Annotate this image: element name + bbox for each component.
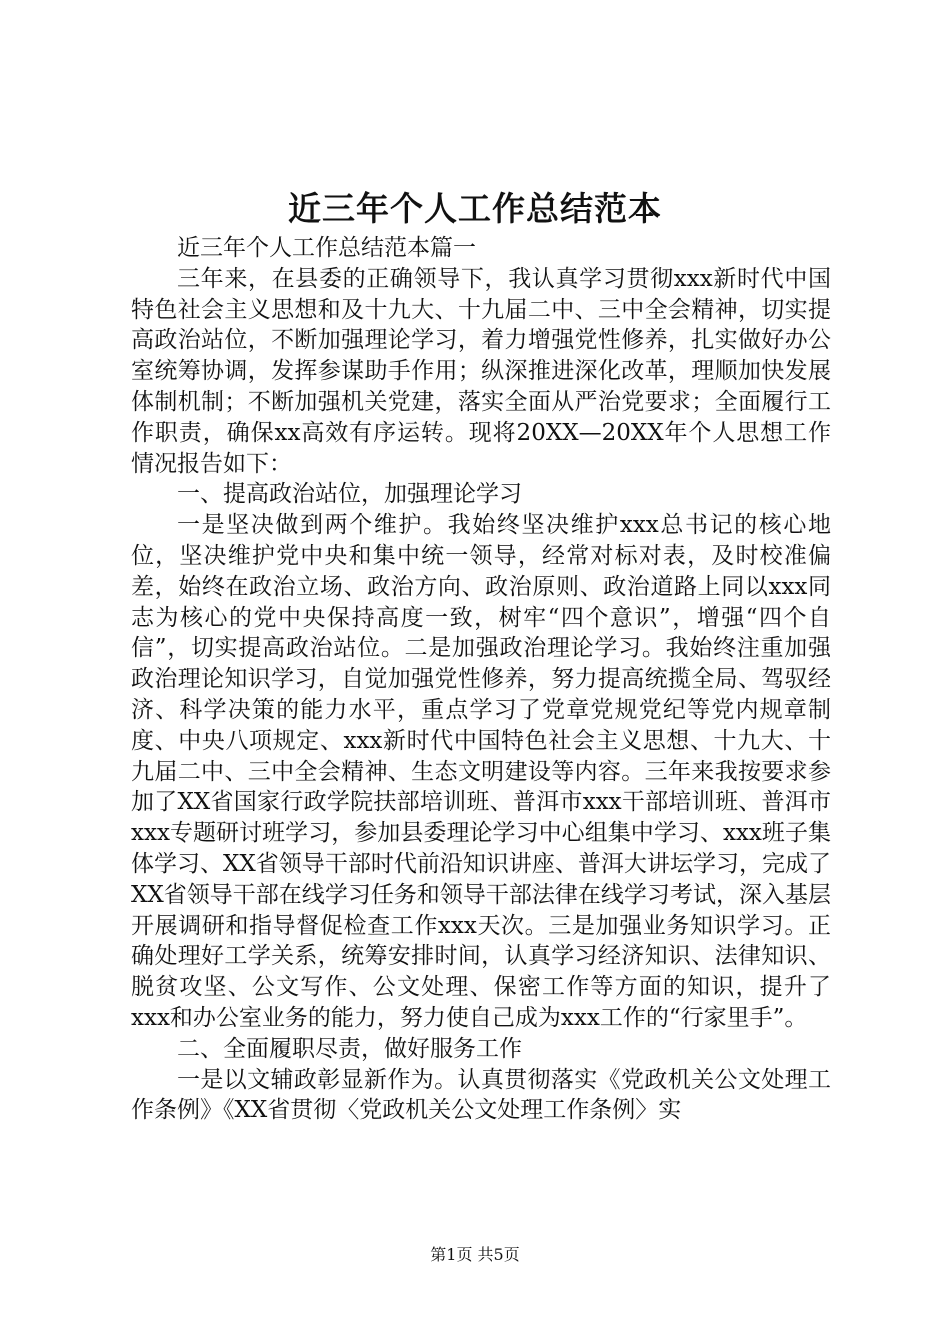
document-title: 近三年个人工作总结范本: [288, 189, 662, 228]
body-paragraph: 一是坚决做到两个维护。我始终坚决维护xxx总书记的核心地位，坚决维护党中央和集中统一领导，经常对标对表，及时校准偏差，始终在政治立场、政治方向、政治原则、政治道路上同以xxx同志为核心的党中央保持高度一致，树牢“四个意识”，增强“四个自信”，切实提高政治站位。二是加强政治理论学习。我始终注重加强政治理论知识学习，自觉加强党性修养，努力提高统揽全局、驾驭经济、科学决策的能力水平，重点学习了党章党规党纪等党内规章制度、中央八项规定、xxx新时代中国特色社会主义思想、十九大、十九届二中、三中全会精神、生态文明建设等内容。三年来我按要求参加了XX省国家行政学院扶部培训班、普洱市xxx干部培训班、普洱市xxx专题研讨班学习，参加县委理论学习中心组集中学习、xxx班子集体学习、XX省领导干部时代前沿知识讲座、普洱大讲坛学习，完成了XX省领导干部在线学习任务和领导干部法律在线学习考试，深入基层开展调研和指导督促检查工作xxx天次。三是加强业务知识学习。正确处理好工学关系，统筹安排时间，认真学习经济知识、法律知识、脱贫攻坚、公文写作、公文处理、保密工作等方面的知识，提升了xxx和办公室业务的能力，努力使自己成为xxx工作的“行家里手”。: [131, 512, 831, 1031]
section-heading: 二、全面履职尽责，做好服务工作: [177, 1035, 522, 1062]
document-body: [131, 233, 831, 1126]
section-heading: 近三年个人工作总结范本篇一: [177, 235, 476, 261]
body-paragraph: 三年来，在县委的正确领导下，我认真学习贯彻xxx新时代中国特色社会主义思想和及十九大、十九届二中、三中全会精神，切实提高政治站位，不断加强理论学习，着力增强党性修养，扎实做好办公室统筹协调，发挥参谋助手作用；纵深推进深化改革，理顺加快发展体制机制；不断加强机关党建，落实全面从严治党要求；全面履行工作职责，确保xx高效有序运转。现将20XX—20XX年个人思想工作情况报告如下：: [131, 265, 831, 477]
body-paragraph: 一是以文辅政彰显新作为。认真贯彻落实《党政机关公文处理工作条例》《XX省贯彻〈党政机关公文处理工作条例〉实: [131, 1066, 831, 1124]
page-number: 第1页 共5页: [430, 1245, 520, 1264]
section-heading: 一、提高政治站位，加强理论学习: [177, 481, 522, 508]
